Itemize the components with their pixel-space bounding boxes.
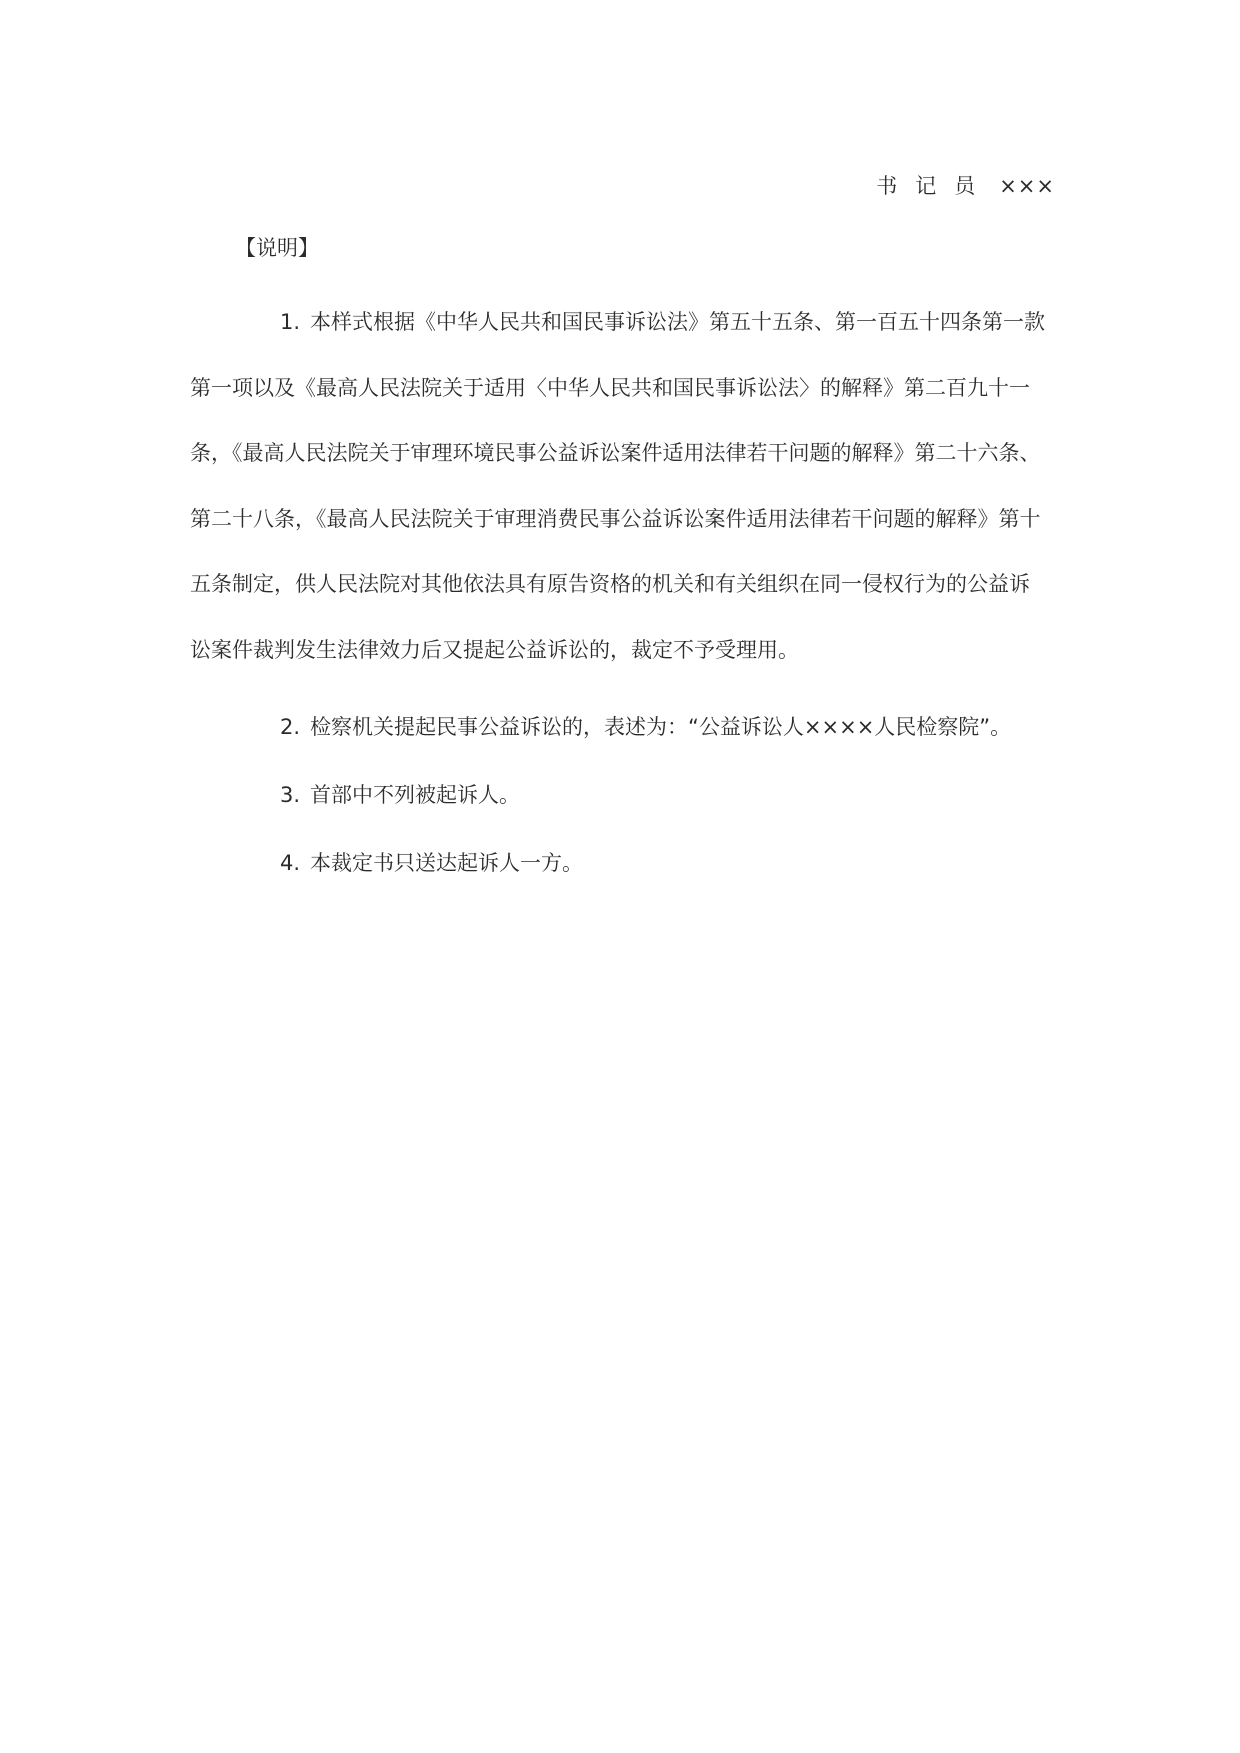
note-item-3	[190, 775, 1050, 815]
clerk-signature	[876, 170, 1055, 200]
note-number: 4.	[280, 851, 301, 875]
note-text: 首部中不列被起诉人。	[310, 783, 521, 807]
notes-section	[190, 228, 1050, 911]
note-text: 本裁定书只送达起诉人一方。	[310, 851, 584, 875]
clerk-name: ×××	[999, 174, 1055, 198]
note-number: 3.	[280, 783, 301, 807]
notes-heading: 【说明】	[235, 236, 319, 260]
note-number: 2.	[280, 715, 301, 739]
note-text: 检察机关提起民事公益诉讼的，表述为：“公益诉讼人××××人民检察院”。	[310, 715, 1012, 739]
note-number: 1.	[280, 310, 301, 334]
note-text: 本样式根据《中华人民共和国民事诉讼法》第五十五条、第一百五十四条第一款第一项以及《最高人民法院关于适用〈中华人民共和国民事诉讼法〉的解释》第二百九十一条，《最高人民法院关于审理环境民事公益诉讼案件适用法律若干问题的解释》第二十六条、第二十八条，《最高人民法院关于审理消费民事公益诉讼案件适用法律若干问题的解释》第十五条制定，供人民法院对其他依法具有原告资格的机关和有关组织在同一侵权行为的公益诉讼案件裁判发生法律效力后又提起公益诉讼的，裁定不予受理用。	[190, 310, 1046, 662]
note-item-2	[190, 707, 1050, 747]
note-item-1	[190, 290, 1050, 683]
note-item-4	[190, 843, 1050, 883]
clerk-role-label: 书记员	[876, 174, 994, 198]
